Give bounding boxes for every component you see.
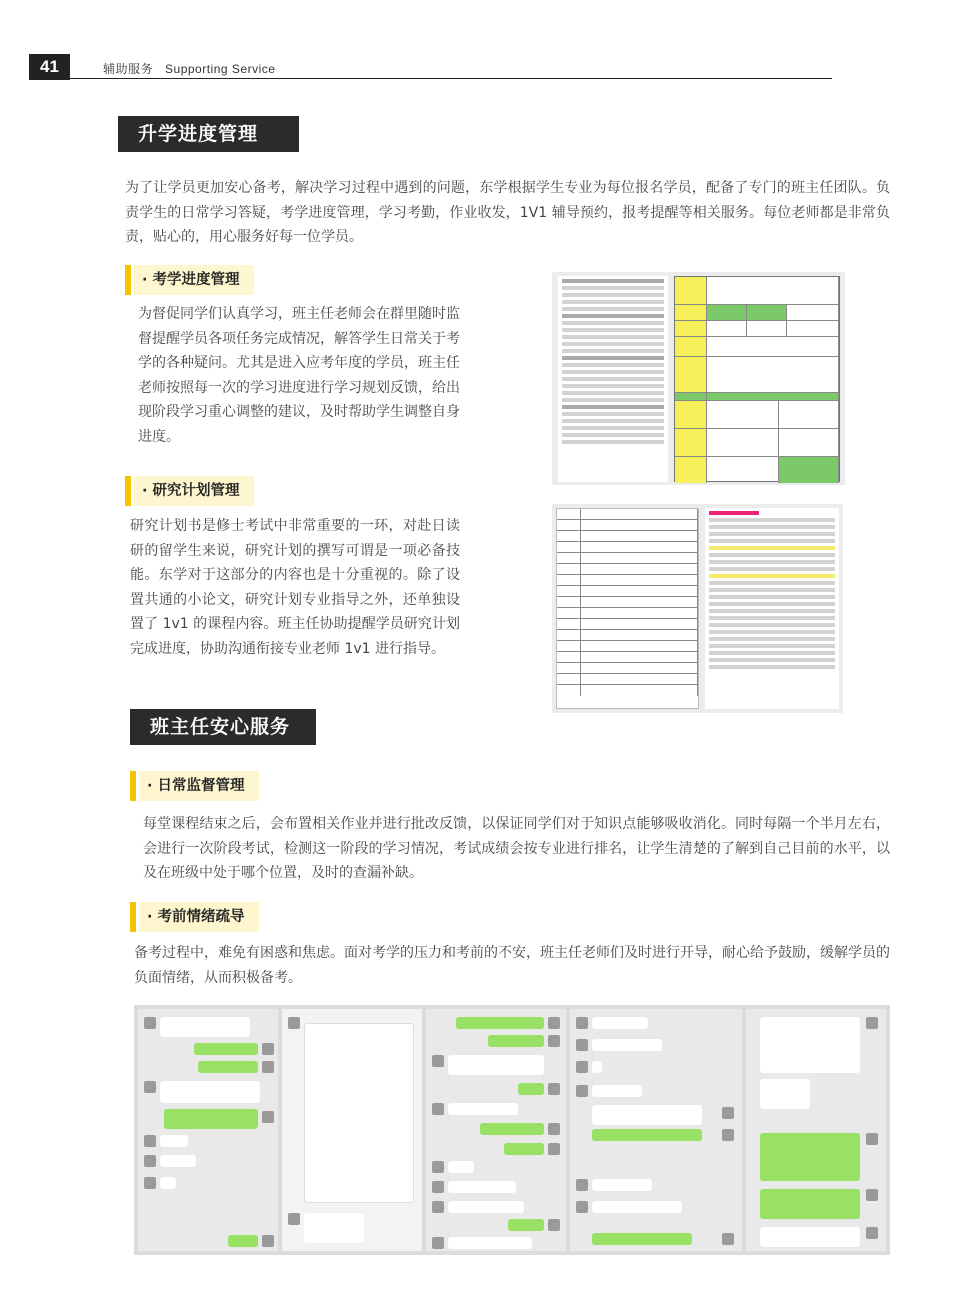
subsection-title-research-plan xyxy=(125,476,254,506)
header-divider xyxy=(70,78,832,79)
research-plan-text: 研究计划书是修士考试中非常重要的一环，对赴日读研的留学生来说，研究计划的撰写可谓是一项必备技能。东学对于这部分的内容也是十分重视的。除了设置共通的小论文，研究计划专业指导之外，还单独设置了 1v1 的课程内容。班主任协助提醒学员研究计划完成进度，协助沟通衔接专业老师 1v1 进行指导。 xyxy=(130,518,460,657)
subsection-label: · 日常监督管理 xyxy=(139,771,259,801)
course-schedule-table xyxy=(556,508,699,709)
section-title-homeroom-service: 班主任安心服务 xyxy=(130,709,316,745)
section1-intro: 为了让学员更加安心备考，解决学习过程中遇到的问题，东学根据学生专业为每位报名学员，配备了专门的班主任团队。负责学生的日常学习答疑，考学进度管理，学习考勤，作业收发，1V1 辅导预约，报考提醒等相关服务。每位老师都是非常负责，贴心的，用心服务好每一位学员。 xyxy=(125,180,890,245)
header-section-en: Supporting Service xyxy=(165,62,276,76)
accent-bar xyxy=(125,476,131,506)
subsection-title-exam-progress xyxy=(125,265,254,295)
subsection-label: · 考学进度管理 xyxy=(134,265,254,295)
subsection-label: · 研究计划管理 xyxy=(134,476,254,506)
progress-feedback-screenshot xyxy=(552,272,845,485)
annotated-document-page xyxy=(705,508,839,709)
chat-screenshot-3 xyxy=(426,1009,566,1251)
subsection-label: · 考前情绪疏导 xyxy=(139,902,259,932)
accent-bar xyxy=(130,771,136,801)
emotional-support-text: 备考过程中，难免有困惑和焦虑。面对考学的压力和考前的不安，班主任老师们及时进行开导，耐心给予鼓励，缓解学员的负面情绪，从而积极备考。 xyxy=(134,945,890,986)
chat-screenshot-2 xyxy=(282,1009,422,1251)
study-plan-table xyxy=(674,276,840,482)
header-section-cn: 辅助服务 xyxy=(103,62,154,76)
chat-screenshot-4 xyxy=(570,1009,742,1251)
exam-progress-text: 为督促同学们认真学习，班主任老师会在群里随时监督提醒学员各项任务完成情况，解答学生日常关于考学的各种疑问。尤其是进入应考年度的学员，班主任老师按照每一次的学习进度进行学习规划反馈，给出现阶段学习重心调整的建议，及时帮助学生调整自身进度。 xyxy=(138,306,460,445)
accent-bar xyxy=(130,902,136,932)
daily-supervision-text: 每堂课程结束之后，会布置相关作业并进行批改反馈，以保证同学们对于知识点能够吸收消化。同时每隔一个半月左右，会进行一次阶段考试，检测这一阶段的学习情况，考试成绩会按专业进行排名，让学生清楚的了解到自己目前的水平，以及在班级中处于哪个位置，及时的查漏补缺。 xyxy=(143,816,890,881)
subsection-title-emotional-support xyxy=(130,902,259,932)
research-plan-screenshot xyxy=(552,504,843,713)
chat-screenshot-5 xyxy=(746,1009,886,1251)
section-title-progress: 升学进度管理 xyxy=(118,116,299,152)
subsection-title-daily-supervision xyxy=(130,771,259,801)
running-header xyxy=(103,60,275,77)
accent-bar xyxy=(125,265,131,295)
chat-screenshots-strip xyxy=(134,1005,890,1255)
chat-message-panel xyxy=(558,276,668,482)
page-number: 41 xyxy=(29,54,70,80)
chat-screenshot-1 xyxy=(138,1009,278,1251)
